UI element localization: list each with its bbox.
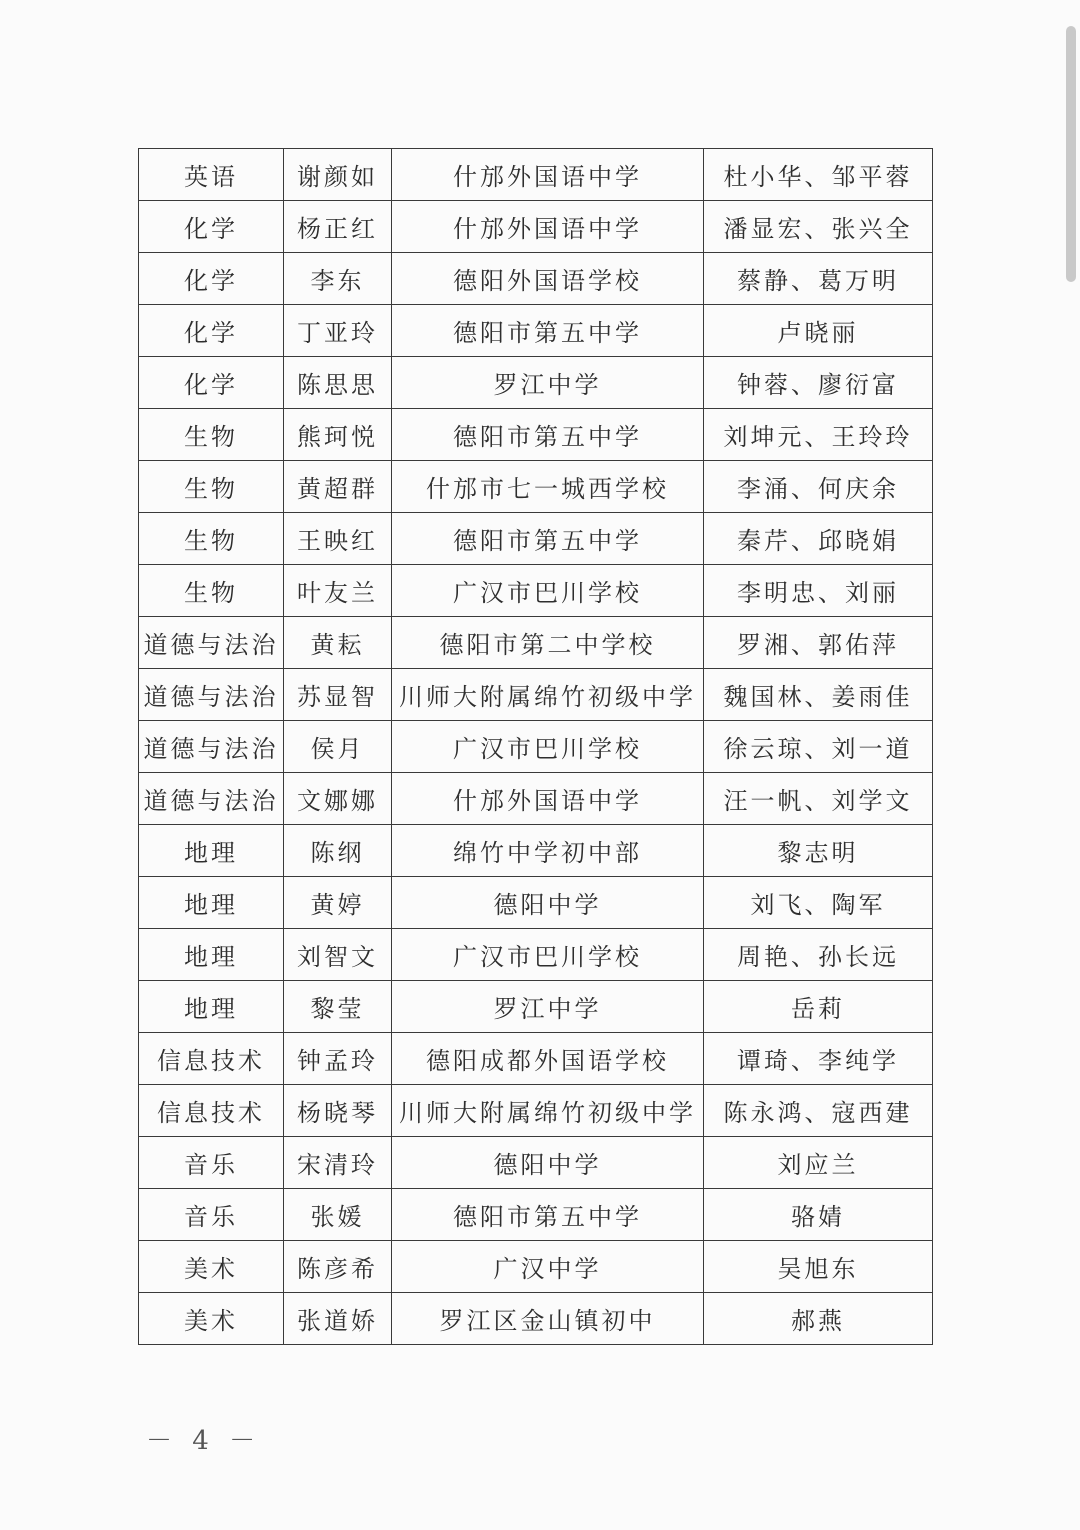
teacher-name-cell: 钟孟玲 xyxy=(284,1033,392,1085)
page-number: － 4 － xyxy=(146,1426,262,1456)
vertical-scrollbar[interactable] xyxy=(1066,26,1076,282)
school-cell: 绵竹中学初中部 xyxy=(392,825,704,877)
table-row xyxy=(139,1085,933,1137)
subject-cell: 道德与法治 xyxy=(139,721,284,773)
school-cell: 川师大附属绵竹初级中学 xyxy=(392,669,704,721)
table-row xyxy=(139,201,933,253)
subject-cell: 化学 xyxy=(139,357,284,409)
subject-cell: 音乐 xyxy=(139,1137,284,1189)
subject-cell: 生物 xyxy=(139,461,284,513)
subject-cell: 英语 xyxy=(139,149,284,201)
teacher-name-cell: 李东 xyxy=(284,253,392,305)
school-cell: 德阳成都外国语学校 xyxy=(392,1033,704,1085)
teacher-name-cell: 陈彦希 xyxy=(284,1241,392,1293)
teacher-name-cell: 张道娇 xyxy=(284,1293,392,1345)
table-row xyxy=(139,617,933,669)
mentors-cell: 谭琦、李纯学 xyxy=(704,1033,933,1085)
table-row xyxy=(139,1137,933,1189)
school-cell: 德阳中学 xyxy=(392,1137,704,1189)
table-row xyxy=(139,461,933,513)
school-cell: 什邡外国语中学 xyxy=(392,773,704,825)
school-cell: 罗江中学 xyxy=(392,357,704,409)
teacher-name-cell: 丁亚玲 xyxy=(284,305,392,357)
mentors-cell: 郝燕 xyxy=(704,1293,933,1345)
mentors-cell: 刘坤元、王玲玲 xyxy=(704,409,933,461)
mentors-cell: 潘显宏、张兴全 xyxy=(704,201,933,253)
table-row xyxy=(139,357,933,409)
school-cell: 川师大附属绵竹初级中学 xyxy=(392,1085,704,1137)
school-cell: 罗江中学 xyxy=(392,981,704,1033)
mentors-cell: 徐云琼、刘一道 xyxy=(704,721,933,773)
table-row xyxy=(139,929,933,981)
teacher-name-cell: 刘智文 xyxy=(284,929,392,981)
school-cell: 什邡外国语中学 xyxy=(392,201,704,253)
subject-cell: 生物 xyxy=(139,513,284,565)
teacher-roster-table xyxy=(138,148,933,1345)
mentors-cell: 杜小华、邹平蓉 xyxy=(704,149,933,201)
mentors-cell: 卢晓丽 xyxy=(704,305,933,357)
teacher-name-cell: 黎莹 xyxy=(284,981,392,1033)
teacher-name-cell: 黄婷 xyxy=(284,877,392,929)
school-cell: 广汉市巴川学校 xyxy=(392,929,704,981)
school-cell: 德阳市第五中学 xyxy=(392,513,704,565)
table-row xyxy=(139,1189,933,1241)
mentors-cell: 罗湘、郭佑萍 xyxy=(704,617,933,669)
school-cell: 德阳市第二中学校 xyxy=(392,617,704,669)
subject-cell: 生物 xyxy=(139,565,284,617)
table-row xyxy=(139,149,933,201)
mentors-cell: 李涌、何庆余 xyxy=(704,461,933,513)
school-cell: 德阳市第五中学 xyxy=(392,305,704,357)
mentors-cell: 钟蓉、廖衍富 xyxy=(704,357,933,409)
subject-cell: 化学 xyxy=(139,201,284,253)
table-row xyxy=(139,1293,933,1345)
table-row xyxy=(139,409,933,461)
table-row xyxy=(139,565,933,617)
table-row xyxy=(139,305,933,357)
school-cell: 德阳中学 xyxy=(392,877,704,929)
subject-cell: 道德与法治 xyxy=(139,773,284,825)
mentors-cell: 李明忠、刘丽 xyxy=(704,565,933,617)
subject-cell: 信息技术 xyxy=(139,1085,284,1137)
teacher-name-cell: 陈纲 xyxy=(284,825,392,877)
teacher-name-cell: 文娜娜 xyxy=(284,773,392,825)
table-row xyxy=(139,773,933,825)
teacher-name-cell: 黄耘 xyxy=(284,617,392,669)
subject-cell: 美术 xyxy=(139,1241,284,1293)
teacher-name-cell: 侯月 xyxy=(284,721,392,773)
subject-cell: 信息技术 xyxy=(139,1033,284,1085)
teacher-name-cell: 宋清玲 xyxy=(284,1137,392,1189)
subject-cell: 化学 xyxy=(139,305,284,357)
subject-cell: 化学 xyxy=(139,253,284,305)
mentors-cell: 周艳、孙长远 xyxy=(704,929,933,981)
school-cell: 德阳市第五中学 xyxy=(392,1189,704,1241)
school-cell: 什邡市七一城西学校 xyxy=(392,461,704,513)
subject-cell: 音乐 xyxy=(139,1189,284,1241)
table-row xyxy=(139,513,933,565)
subject-cell: 生物 xyxy=(139,409,284,461)
school-cell: 什邡外国语中学 xyxy=(392,149,704,201)
mentors-cell: 吴旭东 xyxy=(704,1241,933,1293)
table-row xyxy=(139,825,933,877)
table-row xyxy=(139,721,933,773)
subject-cell: 道德与法治 xyxy=(139,669,284,721)
teacher-name-cell: 叶友兰 xyxy=(284,565,392,617)
teacher-name-cell: 杨晓琴 xyxy=(284,1085,392,1137)
teacher-name-cell: 陈思思 xyxy=(284,357,392,409)
subject-cell: 地理 xyxy=(139,877,284,929)
school-cell: 广汉中学 xyxy=(392,1241,704,1293)
table-row xyxy=(139,253,933,305)
subject-cell: 地理 xyxy=(139,929,284,981)
mentors-cell: 岳莉 xyxy=(704,981,933,1033)
teacher-name-cell: 王映红 xyxy=(284,513,392,565)
school-cell: 德阳外国语学校 xyxy=(392,253,704,305)
subject-cell: 地理 xyxy=(139,825,284,877)
subject-cell: 地理 xyxy=(139,981,284,1033)
mentors-cell: 刘应兰 xyxy=(704,1137,933,1189)
mentors-cell: 刘飞、陶军 xyxy=(704,877,933,929)
teacher-name-cell: 熊珂悦 xyxy=(284,409,392,461)
subject-cell: 道德与法治 xyxy=(139,617,284,669)
teacher-name-cell: 张媛 xyxy=(284,1189,392,1241)
subject-cell: 美术 xyxy=(139,1293,284,1345)
table-row xyxy=(139,1033,933,1085)
school-cell: 广汉市巴川学校 xyxy=(392,721,704,773)
teacher-name-cell: 苏显智 xyxy=(284,669,392,721)
teacher-name-cell: 杨正红 xyxy=(284,201,392,253)
mentors-cell: 魏国林、姜雨佳 xyxy=(704,669,933,721)
mentors-cell: 黎志明 xyxy=(704,825,933,877)
school-cell: 罗江区金山镇初中 xyxy=(392,1293,704,1345)
roster-body xyxy=(139,149,933,1345)
table-row xyxy=(139,877,933,929)
mentors-cell: 秦芹、邱晓娟 xyxy=(704,513,933,565)
school-cell: 广汉市巴川学校 xyxy=(392,565,704,617)
mentors-cell: 骆婧 xyxy=(704,1189,933,1241)
table-row xyxy=(139,669,933,721)
mentors-cell: 蔡静、葛万明 xyxy=(704,253,933,305)
school-cell: 德阳市第五中学 xyxy=(392,409,704,461)
teacher-name-cell: 谢颜如 xyxy=(284,149,392,201)
mentors-cell: 汪一帆、刘学文 xyxy=(704,773,933,825)
teacher-name-cell: 黄超群 xyxy=(284,461,392,513)
table-row xyxy=(139,981,933,1033)
mentors-cell: 陈永鸿、寇西建 xyxy=(704,1085,933,1137)
table-row xyxy=(139,1241,933,1293)
